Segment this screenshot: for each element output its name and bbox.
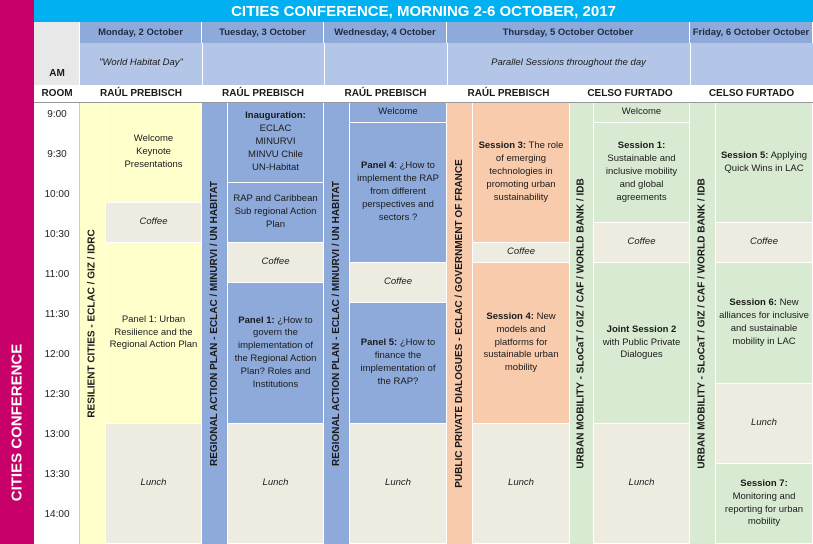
time-1300: 13:00	[44, 429, 70, 440]
fri-session7: Session 7: Monitoring and reporting for urban mobility	[716, 464, 813, 544]
fri-session6: Session 6: New alliances for inclusive and sustainable mobility in LAC	[716, 263, 813, 384]
wed-lunch: Lunch	[350, 424, 447, 544]
mon-welcome: Welcome Keynote Presentations	[106, 103, 202, 203]
fri-session5: Session 5: Applying Quick Wins in LAC	[716, 103, 813, 223]
parallel-note: Parallel Sessions throughout the day	[491, 57, 646, 68]
track-mon: RESILIENT CITIES - ECLAC / GIZ / IDRC	[80, 103, 106, 544]
room-label: ROOM	[34, 85, 80, 103]
mon-coffee: Coffee	[106, 203, 202, 243]
day-friday: Friday, 6 October October	[690, 22, 813, 43]
fri-lunch: Lunch	[716, 384, 813, 464]
room-tue: RAÚL PREBISCH	[202, 85, 324, 103]
time-1230: 12:30	[44, 389, 70, 400]
tue-panel1: Panel 1: ¿How to govern the implementation of the Regional Action Plan? Roles and Institutions	[228, 283, 324, 424]
room-fri: CELSO FURTADO	[690, 85, 813, 103]
day-monday: Monday, 2 October	[80, 22, 202, 43]
day-tuesday: Tuesday, 3 October	[202, 22, 324, 43]
page-title: CITIES CONFERENCE, MORNING 2-6 OCTOBER, 2017	[231, 2, 616, 20]
side-label: CITIES CONFERENCE	[8, 343, 26, 501]
thu2-welcome: Welcome	[594, 103, 690, 123]
thu-session4: Session 4: New models and platforms for sustainable urban mobility	[473, 263, 570, 424]
thu-lunch: Lunch	[473, 424, 570, 544]
time-1030: 10:30	[44, 229, 70, 240]
thu-coffee: Coffee	[473, 243, 570, 263]
room-mon: RAÚL PREBISCH	[80, 85, 202, 103]
title-bar	[34, 0, 813, 22]
wed-panel4: Panel 4: ¿How to implement the RAP from different perspectives and sectors ?	[350, 123, 447, 263]
track-fri: URBAN MOBILITY - SLoCaT / GIZ / CAF / WORLD BANK / IDB	[690, 103, 716, 544]
thu2-lunch: Lunch	[594, 424, 690, 544]
track-wed: REGIONAL ACTION PLAN - ECLAC / MINURVI / UN HABITAT	[324, 103, 350, 544]
thu2-session1: Session 1: Sustainable and inclusive mobility and global agreements	[594, 123, 690, 223]
time-1400: 14:00	[44, 509, 70, 520]
time-1000: 10:00	[44, 189, 70, 200]
thu-session3: Session 3: The role of emerging technologies in promoting urban sustainability	[473, 103, 570, 243]
tue-coffee: Coffee	[228, 243, 324, 283]
wed-panel5: Panel 5: ¿How to finance the implementation of the RAP?	[350, 303, 447, 424]
time-1130: 11:30	[44, 309, 70, 320]
time-0930: 9:30	[47, 149, 67, 160]
day-wednesday: Wednesday, 4 October	[324, 22, 447, 43]
time-1330: 13:30	[44, 469, 70, 480]
tue-inauguration: Inauguration: ECLAC MINURVI MINVU Chile UN-Habitat	[228, 103, 324, 183]
track-thu: PUBLIC PRIVATE DIALOGUES - ECLAC / GOVERNMENT OF FRANCE	[447, 103, 473, 544]
time-1100: 11:00	[44, 269, 70, 280]
track-thu2: URBAN MOBILITY - SLoCaT / GIZ / CAF / WORLD BANK / IDB	[570, 103, 594, 544]
thu2-joint-session2: Joint Session 2 with Public Private Dialogues	[594, 263, 690, 424]
wed-coffee: Coffee	[350, 263, 447, 303]
time-1200: 12:00	[44, 349, 70, 360]
room-thu2: CELSO FURTADO	[570, 85, 690, 103]
room-wed: RAÚL PREBISCH	[324, 85, 447, 103]
fri-coffee: Coffee	[716, 223, 813, 263]
mon-lunch: Lunch	[106, 424, 202, 544]
thu2-coffee: Coffee	[594, 223, 690, 263]
mon-panel1: Panel 1: Urban Resilience and the Regional Action Plan	[106, 243, 202, 424]
day-thursday: Thursday, 5 October October	[447, 22, 690, 43]
tue-lunch: Lunch	[228, 424, 324, 544]
time-0900: 9:00	[47, 109, 67, 120]
track-tue: REGIONAL ACTION PLAN - ECLAC / MINURVI / UN HABITAT	[202, 103, 228, 544]
room-thu: RAÚL PREBISCH	[447, 85, 570, 103]
tue-rap: RAP and Caribbean Sub regional Action Plan	[228, 183, 324, 243]
am-label: AM	[49, 68, 65, 79]
wed-welcome: Welcome	[350, 103, 447, 123]
world-habitat-note: "World Habitat Day"	[99, 57, 183, 68]
